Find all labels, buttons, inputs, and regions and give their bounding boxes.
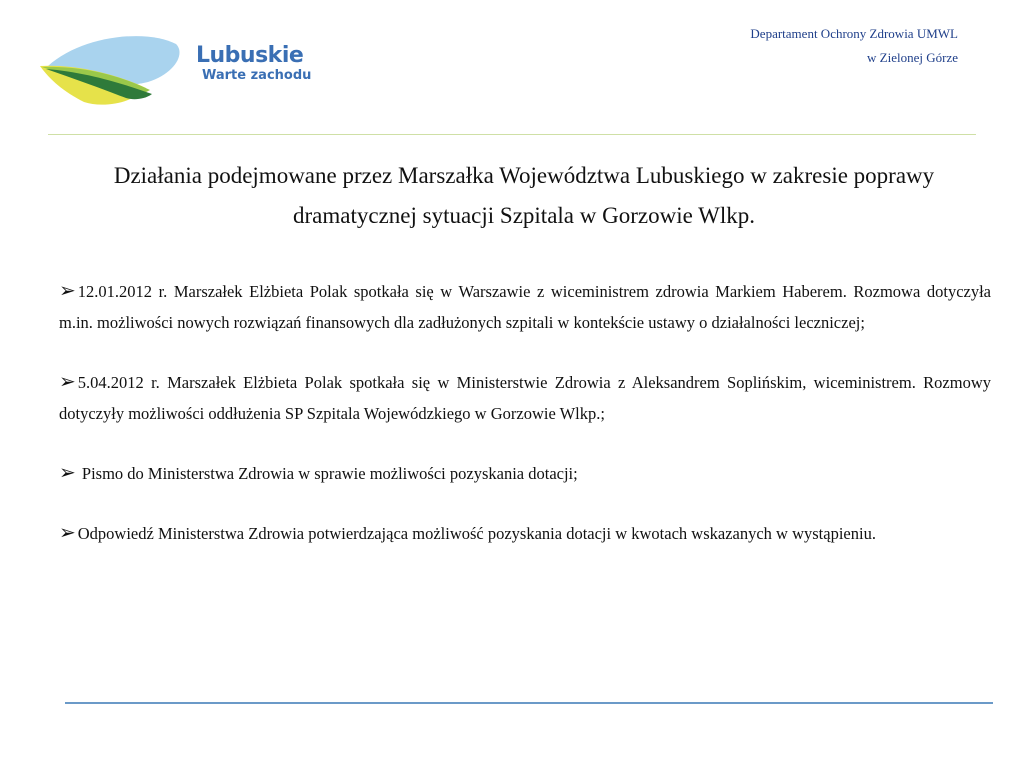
list-item-text: 12.01.2012 r. Marszałek Elżbieta Polak spotkała się w Warszawie z wiceministrem zdrowia Markiem Haberem. Rozmowa dotyczyła m.in. możliwości nowych rozwiązań finansowych dla zadłużonych szpitali w kontekście ustawy o działalności leczniczej; (59, 282, 991, 332)
list-item (59, 276, 991, 338)
department-header (750, 22, 958, 70)
logo-slogan: Warte zachodu (202, 68, 312, 83)
lubuskie-logo (36, 30, 326, 110)
arrowhead-bullet-icon: ➢ (59, 462, 76, 484)
list-item-text: Odpowiedź Ministerstwa Zdrowia potwierdzająca możliwość pozyskania dotacji w kwotach wskazanych w wystąpieniu. (77, 524, 876, 543)
department-line-1: Departament Ochrony Zdrowia UMWL (750, 26, 958, 41)
department-line-2: w Zielonej Górze (867, 50, 958, 65)
arrowhead-bullet-icon: ➢ (59, 371, 76, 393)
page-title (50, 156, 998, 236)
list-item-text: Pismo do Ministerstwa Zdrowia w sprawie możliwości pozyskania dotacji; (77, 464, 578, 483)
page-title-line-2: dramatycznej sytuacji Szpitala w Gorzowie Wlkp. (293, 203, 755, 228)
page-title-line-1: Działania podejmowane przez Marszałka Województwa Lubuskiego w zakresie poprawy (113, 163, 935, 188)
lubuskie-logo-icon (36, 30, 186, 110)
logo-name: Lubuskie (196, 43, 304, 68)
list-item (59, 518, 991, 549)
action-list (59, 276, 991, 578)
top-divider (48, 134, 976, 135)
list-item (59, 367, 991, 429)
arrowhead-bullet-icon: ➢ (59, 522, 76, 544)
bottom-divider (65, 702, 993, 704)
list-item (59, 458, 991, 489)
list-item-text: 5.04.2012 r. Marszałek Elżbieta Polak spotkała się w Ministerstwie Zdrowia z Aleksandrem Soplińskim, wiceministrem. Rozmowy dotyczyły możliwości oddłużenia SP Szpitala Wojewódzkiego w Gorzowie Wlkp.; (59, 373, 991, 423)
arrowhead-bullet-icon: ➢ (59, 280, 76, 302)
